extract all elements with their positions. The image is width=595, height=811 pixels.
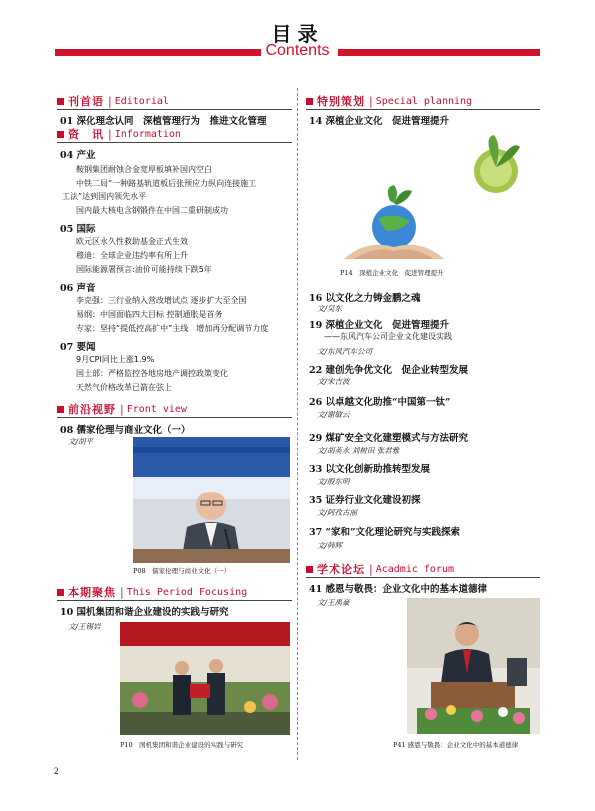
- photo-caption: P10 国机集团和谐企业建设的实践与研究: [120, 741, 244, 749]
- toc-sub-item[interactable]: 李克强：三行业纳入营改增试点 逐步扩大至全国: [76, 296, 247, 305]
- section-rule: [306, 577, 540, 578]
- toc-group-heading[interactable]: 06 声音: [60, 283, 96, 294]
- section-special-header: [306, 93, 540, 109]
- photo-caption: P41 感恩与敬畏：企业文化中的基本道德律: [393, 741, 519, 749]
- toc-sub-item[interactable]: 鞍钢集团耐蚀合金宽厚板填补国内空白: [76, 165, 212, 174]
- article-photo-front-view: [133, 437, 290, 563]
- toc-entry[interactable]: 26 以卓越文化助推“中国第一钛”: [309, 397, 451, 408]
- toc-sub-item[interactable]: 9月CPI同比上涨1.9%: [76, 355, 155, 364]
- toc-entry[interactable]: 22 建创先争优文化 促企业转型发展: [309, 365, 469, 376]
- section-front-view-header: [57, 401, 292, 417]
- section-separator: |: [369, 94, 373, 108]
- toc-entry[interactable]: 19 深植企业文化 促进管理提升: [309, 320, 450, 331]
- toc-sub-item[interactable]: 专家：坚持“提低控高扩中”主线 增加再分配调节力度: [76, 324, 269, 333]
- section-title-cn: 特别策划: [317, 95, 365, 108]
- toc-author: 文/韩辉: [317, 541, 343, 550]
- toc-author: 文/胡平: [68, 437, 94, 446]
- section-information-header: [57, 126, 292, 142]
- section-rule: [57, 142, 292, 143]
- section-title-en: Acadmic forum: [375, 563, 454, 575]
- toc-sub-item[interactable]: 穆迪：全球企业违约率有所上升: [76, 251, 188, 260]
- section-separator: |: [108, 94, 112, 108]
- article-photo-special: [336, 127, 542, 265]
- section-title-cn: 本期聚焦: [68, 586, 116, 599]
- section-marker-icon: [57, 131, 64, 138]
- toc-entry[interactable]: 08 儒家伦理与商业文化（一）: [60, 425, 191, 436]
- toc-entry[interactable]: 41 感恩与敬畏：企业文化中的基本道德律: [309, 584, 488, 595]
- toc-entry[interactable]: 10 国机集团和谐企业建设的实践与研究: [60, 607, 229, 618]
- toc-sub-item[interactable]: 中铁二局“一种路基轨道板后张预应力纵向连接施工: [76, 179, 257, 188]
- section-marker-icon: [306, 566, 313, 573]
- toc-entry[interactable]: 33 以文化创新助推转型发展: [309, 464, 431, 475]
- toc-author: 文/阿孜古丽: [317, 508, 358, 517]
- toc-sub-item[interactable]: 易纲：中国面临四大目标 控制通胀是首务: [76, 310, 223, 319]
- toc-sub-item[interactable]: 天然气价格改革已箭在弦上: [76, 383, 172, 392]
- section-separator: |: [120, 585, 124, 599]
- section-marker-icon: [57, 98, 64, 105]
- toc-author: 文/胡英永 刘树田 张君雅: [317, 446, 400, 455]
- section-marker-icon: [57, 406, 64, 413]
- section-separator: |: [108, 127, 112, 141]
- toc-sub-item[interactable]: 国土部：严格监控各地房地产调控政策变化: [76, 369, 228, 378]
- section-title-en: Editorial: [114, 95, 169, 107]
- section-title-en: This Period Focusing: [126, 586, 248, 598]
- toc-sub-item[interactable]: 国际能源署预言:油价可能持续下跌5年: [76, 265, 212, 274]
- section-separator: |: [369, 562, 373, 576]
- toc-sub-item[interactable]: 工法”达到国内领先水平: [62, 192, 147, 201]
- toc-author: 文/东风汽车公司: [317, 347, 373, 356]
- section-editorial-header: [57, 93, 292, 109]
- section-academic-header: [306, 561, 540, 577]
- section-marker-icon: [57, 589, 64, 596]
- section-separator: |: [120, 402, 124, 416]
- column-divider: [297, 88, 298, 760]
- toc-sub-item[interactable]: 欧元区永久性救助基金正式生效: [76, 237, 188, 246]
- toc-entry[interactable]: 01 深化理念认同 深植管理行为 推进文化管理: [60, 116, 267, 127]
- section-marker-icon: [306, 98, 313, 105]
- section-title-cn: 刊首语: [68, 95, 104, 108]
- toc-author: 文/王禹豪: [317, 598, 350, 607]
- section-title-cn: 资 讯: [68, 128, 104, 141]
- page-subtitle: Contents: [265, 42, 330, 59]
- toc-group-heading[interactable]: 05 国际: [60, 224, 96, 235]
- toc-sub-item[interactable]: 国内最大核电含钢锻件在中国二重研制成功: [76, 206, 228, 215]
- section-focusing-header: [57, 584, 292, 600]
- section-rule: [306, 109, 540, 110]
- section-rule: [57, 109, 292, 110]
- toc-entry[interactable]: 35 证券行业文化建设初探: [309, 495, 421, 506]
- toc-entry[interactable]: 14 深植企业文化 促进管理提升: [309, 116, 450, 127]
- section-title-en: Information: [114, 128, 181, 140]
- toc-entry[interactable]: 16 以文化之力铸金鹏之魂: [309, 293, 421, 304]
- photo-caption: P14 深植企业文化 促进管理提升: [340, 269, 444, 277]
- toc-entry[interactable]: 29 煤矿安全文化建塑模式与方法研究: [309, 433, 469, 444]
- page-number: 2: [54, 766, 59, 776]
- toc-entry[interactable]: 37 “家和”文化理论研究与实践探索: [309, 527, 460, 538]
- toc-author: 文/谢敏云: [317, 410, 350, 419]
- page-title: 目录: [271, 22, 324, 46]
- section-title-en: Front view: [126, 403, 187, 415]
- article-photo-academic: [407, 598, 540, 734]
- section-rule: [57, 417, 292, 418]
- toc-author: 文/王锡岩: [68, 622, 101, 631]
- section-title-cn: 学术论坛: [317, 563, 365, 576]
- toc-subtitle: ——东风汽车公司企业文化建设实践: [324, 332, 452, 341]
- section-rule: [57, 600, 292, 601]
- toc-author: 文/宋吉波: [317, 377, 350, 386]
- toc-author: 文/吴东: [317, 304, 343, 313]
- article-photo-focusing: [120, 622, 290, 735]
- photo-caption: P08 儒家伦理与商业文化（一）: [133, 567, 231, 575]
- toc-group-heading[interactable]: 07 要闻: [60, 342, 96, 353]
- section-title-en: Special planning: [375, 95, 473, 107]
- toc-group-heading[interactable]: 04 产业: [60, 150, 96, 161]
- toc-author: 文/殷东明: [317, 477, 350, 486]
- section-title-cn: 前沿视野: [68, 403, 116, 416]
